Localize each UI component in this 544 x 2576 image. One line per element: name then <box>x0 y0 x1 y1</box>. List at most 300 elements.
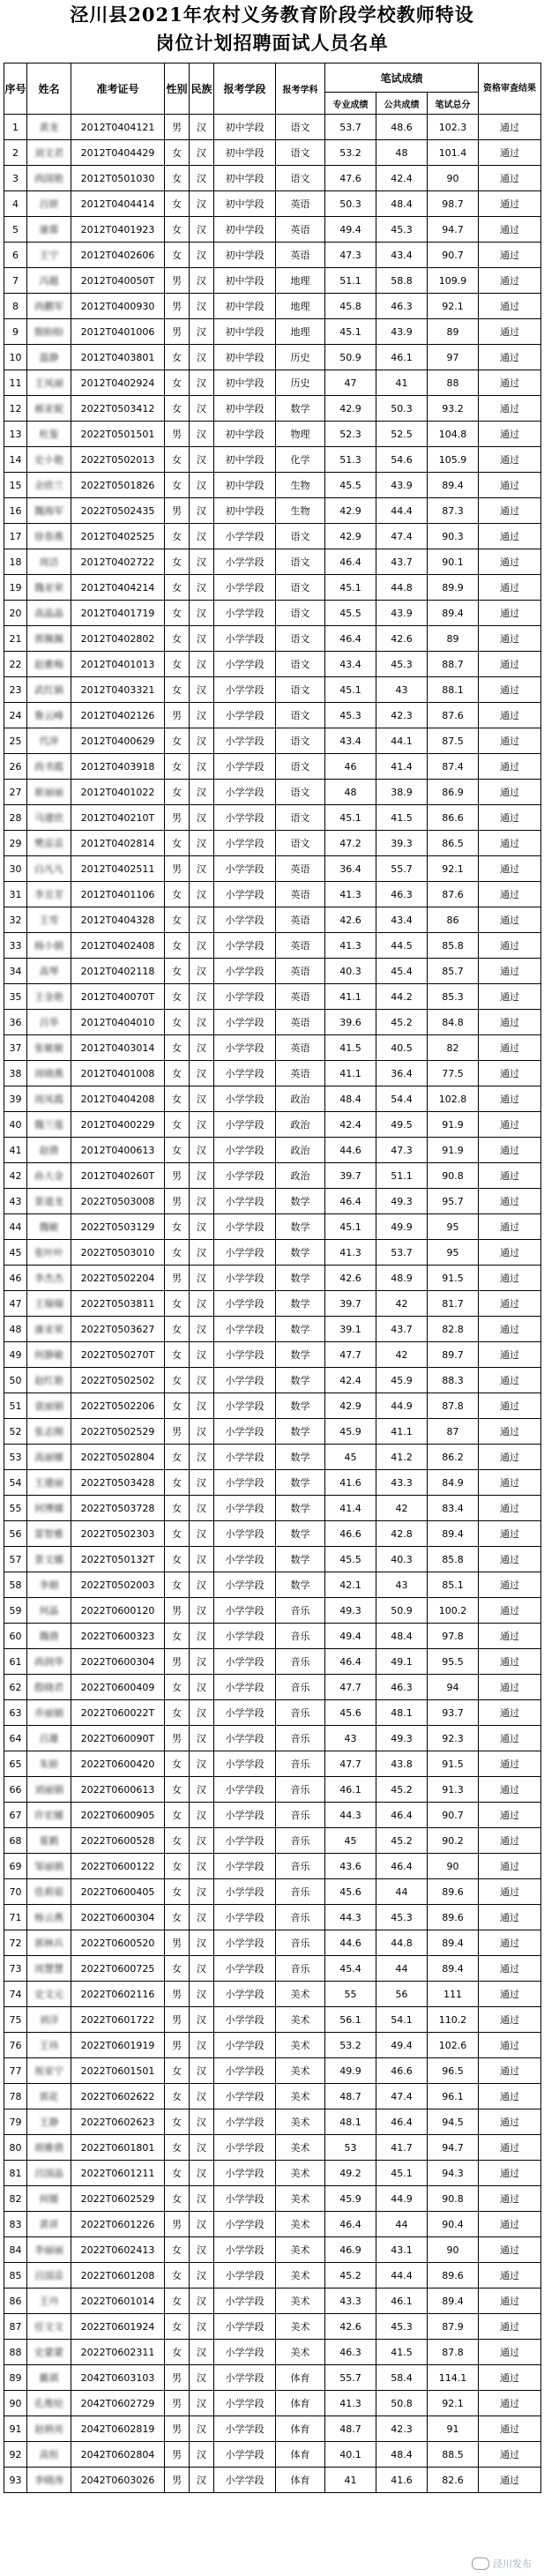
cell-subject: 生物 <box>276 473 325 498</box>
cell-public: 44.8 <box>376 1930 428 1956</box>
cell-no: 17 <box>4 524 27 549</box>
cell-gender: 女 <box>165 728 190 754</box>
cell-school: 小学学段 <box>214 2007 276 2033</box>
cell-total: 82 <box>428 1035 479 1061</box>
cell-subject: 物理 <box>276 422 325 447</box>
cell-ticket: 2022T0502206 <box>71 1393 165 1419</box>
cell-name: 李晓涛 <box>27 2468 71 2493</box>
cell-school: 小学学段 <box>214 1112 276 1138</box>
cell-review: 通过 <box>479 652 541 677</box>
cell-public: 44 <box>376 2212 428 2237</box>
cell-school: 小学学段 <box>214 1777 276 1803</box>
cell-school: 小学学段 <box>214 1445 276 1470</box>
cell-gender: 女 <box>165 1803 190 1828</box>
cell-no: 49 <box>4 1342 27 1368</box>
cell-ethnic: 汉 <box>190 2186 214 2212</box>
cell-ticket: 2022T0501501 <box>71 422 165 447</box>
cell-public: 41.1 <box>376 1419 428 1445</box>
cell-subject: 美术 <box>276 1982 325 2007</box>
cell-review: 通过 <box>479 2263 541 2289</box>
cell-prof: 49.4 <box>325 1624 376 1649</box>
cell-ticket: 2012T0404414 <box>71 191 165 217</box>
cell-ticket: 2012T0404121 <box>71 115 165 140</box>
cell-subject: 政治 <box>276 1086 325 1112</box>
cell-prof: 41.3 <box>325 933 376 959</box>
cell-school: 小学学段 <box>214 1675 276 1700</box>
cell-no: 2 <box>4 140 27 166</box>
cell-name: 祝亚宁 <box>27 2058 71 2084</box>
table-row <box>4 2263 541 2289</box>
cell-prof: 41.3 <box>325 2391 376 2416</box>
cell-subject: 语文 <box>276 805 325 831</box>
cell-subject: 体育 <box>276 2468 325 2493</box>
cell-school: 初中学段 <box>214 294 276 319</box>
table-row <box>4 370 541 396</box>
cell-name: 赵红艳 <box>27 1368 71 1393</box>
cell-gender: 女 <box>165 2314 190 2340</box>
cell-school: 小学学段 <box>214 1649 276 1675</box>
cell-name: 吕国晶 <box>27 2161 71 2186</box>
cell-subject: 历史 <box>276 370 325 396</box>
cell-name: 周洁 <box>27 549 71 575</box>
cell-gender: 男 <box>165 498 190 524</box>
cell-ticket: 2022T0602622 <box>71 2084 165 2109</box>
cell-subject: 音乐 <box>276 1675 325 1700</box>
cell-subject: 美术 <box>276 2033 325 2058</box>
cell-subject: 音乐 <box>276 1803 325 1828</box>
cell-school: 小学学段 <box>214 549 276 575</box>
cell-no: 48 <box>4 1317 27 1342</box>
table-row <box>4 575 541 601</box>
cell-ethnic: 汉 <box>190 396 214 422</box>
cell-prof: 45.4 <box>325 1956 376 1982</box>
cell-name: 王雪 <box>27 907 71 933</box>
cell-name: 王凤丽 <box>27 370 71 396</box>
cell-school: 初中学段 <box>214 268 276 294</box>
cell-no: 20 <box>4 601 27 626</box>
cell-no: 68 <box>4 1828 27 1854</box>
cell-ethnic: 汉 <box>190 1982 214 2007</box>
cell-gender: 女 <box>165 1956 190 1982</box>
table-row <box>4 166 541 191</box>
cell-gender: 男 <box>165 1930 190 1956</box>
cell-public: 49.1 <box>376 1649 428 1675</box>
cell-no: 43 <box>4 1189 27 1214</box>
cell-public: 45.2 <box>376 1777 428 1803</box>
cell-name: 尚书霞 <box>27 754 71 780</box>
table-row <box>4 1521 541 1547</box>
cell-school: 小学学段 <box>214 1368 276 1393</box>
cell-public: 42 <box>376 1342 428 1368</box>
table-row <box>4 345 541 370</box>
cell-ethnic: 汉 <box>190 1777 214 1803</box>
cell-name: 郭佩佩 <box>27 626 71 652</box>
cell-review: 通过 <box>479 2186 541 2212</box>
cell-name: 崔丽丽 <box>27 780 71 805</box>
cell-review: 通过 <box>479 2135 541 2161</box>
cell-prof: 51.1 <box>325 268 376 294</box>
cell-prof: 40.1 <box>325 2442 376 2468</box>
cell-total: 102.3 <box>428 115 479 140</box>
cell-ticket: 2012T0402126 <box>71 703 165 728</box>
cell-school: 小学学段 <box>214 1138 276 1163</box>
cell-total: 88.3 <box>428 1368 479 1393</box>
cell-public: 41.4 <box>376 754 428 780</box>
cell-ticket: 2042T0603103 <box>71 2365 165 2391</box>
cell-gender: 女 <box>165 191 190 217</box>
cell-school: 初中学段 <box>214 166 276 191</box>
cell-school: 小学学段 <box>214 1726 276 1751</box>
cell-total: 96.5 <box>428 2058 479 2084</box>
cell-gender: 女 <box>165 243 190 268</box>
cell-public: 46.1 <box>376 2289 428 2314</box>
cell-subject: 美术 <box>276 2314 325 2340</box>
cell-subject: 语文 <box>276 575 325 601</box>
cell-review: 通过 <box>479 345 541 370</box>
cell-total: 89.4 <box>428 601 479 626</box>
cell-school: 小学学段 <box>214 1956 276 1982</box>
cell-ticket: 2022T0502303 <box>71 1521 165 1547</box>
cell-prof: 46 <box>325 754 376 780</box>
cell-ticket: 2022T0502529 <box>71 1419 165 1445</box>
cell-gender: 女 <box>165 1035 190 1061</box>
cell-review: 通过 <box>479 2237 541 2263</box>
cell-prof: 39.1 <box>325 1317 376 1342</box>
cell-name: 邹丽娟 <box>27 1854 71 1879</box>
cell-ticket: 2042T0603026 <box>71 2468 165 2493</box>
cell-no: 12 <box>4 396 27 422</box>
table-row <box>4 396 541 422</box>
cell-review: 通过 <box>479 2161 541 2186</box>
cell-review: 通过 <box>479 1419 541 1445</box>
cell-ticket: 2022T0600528 <box>71 1828 165 1854</box>
cell-total: 96.1 <box>428 2084 479 2109</box>
cell-school: 小学学段 <box>214 2340 276 2365</box>
cell-ticket: 2022T0503008 <box>71 1189 165 1214</box>
cell-gender: 男 <box>165 703 190 728</box>
cell-review: 通过 <box>479 728 541 754</box>
cell-total: 95 <box>428 1214 479 1240</box>
cell-ticket: 2022T0601722 <box>71 2007 165 2033</box>
cell-ticket: 2022T0601014 <box>71 2289 165 2314</box>
cell-school: 小学学段 <box>214 2365 276 2391</box>
cell-name: 景文娜 <box>27 1547 71 1572</box>
cell-name: 刘文君 <box>27 140 71 166</box>
cell-prof: 42.9 <box>325 1393 376 1419</box>
cell-ethnic: 汉 <box>190 933 214 959</box>
table-row <box>4 1163 541 1189</box>
table-row <box>4 2391 541 2416</box>
cell-review: 通过 <box>479 1982 541 2007</box>
cell-ticket: 2022T0601924 <box>71 2314 165 2340</box>
table-row <box>4 1086 541 1112</box>
cell-school: 小学学段 <box>214 1214 276 1240</box>
cell-subject: 语文 <box>276 140 325 166</box>
cell-review: 通过 <box>479 1189 541 1214</box>
cell-ticket: 2012T0400629 <box>71 728 165 754</box>
cell-no: 55 <box>4 1496 27 1521</box>
table-row <box>4 933 541 959</box>
cell-prof: 44.3 <box>325 1905 376 1930</box>
cell-ticket: 2022T060090T <box>71 1726 165 1751</box>
table-row <box>4 2237 541 2263</box>
cell-public: 43.7 <box>376 1317 428 1342</box>
cell-name: 李娟 <box>27 1572 71 1598</box>
cell-ticket: 2022T0600122 <box>71 1854 165 1879</box>
cell-subject: 数学 <box>276 1445 325 1470</box>
cell-gender: 女 <box>165 1086 190 1112</box>
cell-total: 89.6 <box>428 1905 479 1930</box>
cell-total: 98.7 <box>428 191 479 217</box>
cell-no: 89 <box>4 2365 27 2391</box>
cell-ethnic: 汉 <box>190 1112 214 1138</box>
cell-public: 47.4 <box>376 2084 428 2109</box>
cell-name: 赵雅梅 <box>27 652 71 677</box>
table-row <box>4 1291 541 1317</box>
cell-name: 史小艳 <box>27 447 71 473</box>
cell-school: 小学学段 <box>214 1930 276 1956</box>
cell-gender: 女 <box>165 831 190 856</box>
cell-total: 77.5 <box>428 1061 479 1086</box>
cell-ethnic: 汉 <box>190 1675 214 1700</box>
cell-public: 48.4 <box>376 1624 428 1649</box>
cell-gender: 女 <box>165 652 190 677</box>
cell-gender: 男 <box>165 1598 190 1624</box>
cell-ticket: 2022T0600420 <box>71 1751 165 1777</box>
cell-prof: 45.1 <box>325 319 376 345</box>
header-gender: 性别 <box>165 63 190 115</box>
cell-public: 42 <box>376 1496 428 1521</box>
cell-review: 通过 <box>479 370 541 396</box>
table-row <box>4 2212 541 2237</box>
cell-ticket: 2022T0503728 <box>71 1496 165 1521</box>
cell-ticket: 2022T0502804 <box>71 1445 165 1470</box>
cell-gender: 男 <box>165 1266 190 1291</box>
cell-school: 小学学段 <box>214 1163 276 1189</box>
cell-prof: 47.2 <box>325 831 376 856</box>
cell-subject: 美术 <box>276 2237 325 2263</box>
cell-subject: 音乐 <box>276 1777 325 1803</box>
cell-public: 45.3 <box>376 2314 428 2340</box>
cell-prof: 47 <box>325 370 376 396</box>
cell-public: 40.5 <box>376 1035 428 1061</box>
cell-name: 杜鉴 <box>27 422 71 447</box>
cell-subject: 地理 <box>276 268 325 294</box>
cell-ticket: 2022T0502204 <box>71 1266 165 1291</box>
cell-school: 小学学段 <box>214 1700 276 1726</box>
cell-prof: 45.5 <box>325 1547 376 1572</box>
cell-name: 魏亚荣 <box>27 575 71 601</box>
cell-ethnic: 汉 <box>190 2161 214 2186</box>
cell-ethnic: 汉 <box>190 1240 214 1266</box>
cell-review: 通过 <box>479 2391 541 2416</box>
cell-prof: 42.9 <box>325 524 376 549</box>
cell-name: 张志刚 <box>27 1419 71 1445</box>
cell-subject: 音乐 <box>276 1930 325 1956</box>
cell-review: 通过 <box>479 396 541 422</box>
cell-review: 通过 <box>479 1163 541 1189</box>
cell-no: 35 <box>4 984 27 1010</box>
cell-subject: 英语 <box>276 243 325 268</box>
cell-total: 94.5 <box>428 2109 479 2135</box>
cell-ticket: 2012T0402924 <box>71 370 165 396</box>
cell-no: 3 <box>4 166 27 191</box>
cell-public: 44 <box>376 1956 428 1982</box>
cell-subject: 语文 <box>276 601 325 626</box>
cell-name: 袁丽娟 <box>27 1393 71 1419</box>
cell-prof: 42.9 <box>325 396 376 422</box>
cell-review: 通过 <box>479 1726 541 1751</box>
cell-prof: 46.4 <box>325 1649 376 1675</box>
cell-name: 魏兰莲 <box>27 1112 71 1138</box>
cell-prof: 46.4 <box>325 626 376 652</box>
cell-prof: 45 <box>325 1828 376 1854</box>
cell-public: 40.3 <box>376 1547 428 1572</box>
cell-public: 45.2 <box>376 1828 428 1854</box>
table-row <box>4 1317 541 1342</box>
cell-review: 通过 <box>479 1854 541 1879</box>
cell-total: 85.7 <box>428 959 479 984</box>
cell-gender: 女 <box>165 626 190 652</box>
cell-name: 鲁云峰 <box>27 703 71 728</box>
table-row <box>4 1828 541 1854</box>
cell-total: 88 <box>428 370 479 396</box>
cell-prof: 47.7 <box>325 1675 376 1700</box>
cell-ethnic: 汉 <box>190 2314 214 2340</box>
cell-ethnic: 汉 <box>190 1649 214 1675</box>
cell-subject: 体育 <box>276 2365 325 2391</box>
cell-total: 89.4 <box>428 1956 479 1982</box>
cell-name: 何博娜 <box>27 1496 71 1521</box>
cell-prof: 46.3 <box>325 2340 376 2365</box>
cell-total: 87.4 <box>428 754 479 780</box>
cell-ticket: 2012T0401022 <box>71 780 165 805</box>
cell-public: 44.9 <box>376 2186 428 2212</box>
cell-no: 22 <box>4 652 27 677</box>
cell-total: 109.9 <box>428 268 479 294</box>
cell-public: 43 <box>376 677 428 703</box>
cell-name: 郝亚妮 <box>27 396 71 422</box>
cell-name: 马建欣 <box>27 805 71 831</box>
cell-public: 44.4 <box>376 2263 428 2289</box>
cell-subject: 美术 <box>276 2135 325 2161</box>
cell-gender: 男 <box>165 1189 190 1214</box>
table-row <box>4 1930 541 1956</box>
cell-subject: 音乐 <box>276 1700 325 1726</box>
cell-review: 通过 <box>479 243 541 268</box>
cell-prof: 43.4 <box>325 728 376 754</box>
cell-school: 小学学段 <box>214 677 276 703</box>
cell-no: 16 <box>4 498 27 524</box>
cell-subject: 英语 <box>276 882 325 907</box>
cell-subject: 语文 <box>276 677 325 703</box>
cell-total: 93.7 <box>428 1700 479 1726</box>
cell-ticket: 2022T0502435 <box>71 498 165 524</box>
cell-review: 通过 <box>479 907 541 933</box>
cell-total: 102.8 <box>428 1086 479 1112</box>
cell-name: 李丑芳 <box>27 882 71 907</box>
cell-public: 44.9 <box>376 1393 428 1419</box>
cell-gender: 女 <box>165 1368 190 1393</box>
cell-ethnic: 汉 <box>190 1930 214 1956</box>
cell-prof: 43.4 <box>325 652 376 677</box>
cell-public: 42.3 <box>376 703 428 728</box>
table-row <box>4 2084 541 2109</box>
header-ticket: 准考证号 <box>71 63 165 115</box>
cell-public: 55.7 <box>376 856 428 882</box>
cell-name: 何晶 <box>27 1598 71 1624</box>
cell-ethnic: 汉 <box>190 1214 214 1240</box>
cell-review: 通过 <box>479 805 541 831</box>
cell-review: 通过 <box>479 1624 541 1649</box>
cell-subject: 英语 <box>276 933 325 959</box>
cell-ethnic: 汉 <box>190 831 214 856</box>
cell-school: 小学学段 <box>214 1010 276 1035</box>
table-row <box>4 1803 541 1828</box>
cell-name: 白凡凡 <box>27 856 71 882</box>
cell-total: 93.2 <box>428 396 479 422</box>
cell-review: 通过 <box>479 2212 541 2237</box>
cell-total: 87.3 <box>428 498 479 524</box>
cell-public: 45.1 <box>376 2161 428 2186</box>
cell-name: 戴祺 <box>27 2365 71 2391</box>
cell-school: 小学学段 <box>214 1598 276 1624</box>
cell-no: 6 <box>4 243 27 268</box>
table-row <box>4 191 541 217</box>
cell-prof: 41 <box>325 2468 376 2493</box>
cell-no: 92 <box>4 2442 27 2468</box>
cell-school: 小学学段 <box>214 1342 276 1368</box>
cell-gender: 男 <box>165 2212 190 2237</box>
cell-review: 通过 <box>479 2314 541 2340</box>
cell-gender: 女 <box>165 780 190 805</box>
cell-no: 60 <box>4 1624 27 1649</box>
cell-subject: 英语 <box>276 907 325 933</box>
table-row <box>4 140 541 166</box>
cell-ticket: 2012T0403321 <box>71 677 165 703</box>
cell-subject: 美术 <box>276 2058 325 2084</box>
cell-no: 58 <box>4 1572 27 1598</box>
cell-total: 91.5 <box>428 1751 479 1777</box>
cell-total: 94.7 <box>428 217 479 243</box>
cell-ticket: 2022T0600323 <box>71 1624 165 1649</box>
cell-school: 初中学段 <box>214 191 276 217</box>
cell-subject: 语文 <box>276 524 325 549</box>
cell-ticket: 2012T0404429 <box>71 140 165 166</box>
cell-prof: 55 <box>325 1982 376 2007</box>
cell-review: 通过 <box>479 1470 541 1496</box>
cell-prof: 41.3 <box>325 1240 376 1266</box>
cell-prof: 53.2 <box>325 2033 376 2058</box>
cell-school: 初中学段 <box>214 422 276 447</box>
cell-total: 86.5 <box>428 831 479 856</box>
cell-ethnic: 汉 <box>190 652 214 677</box>
table-row <box>4 1726 541 1751</box>
cell-subject: 数学 <box>276 1547 325 1572</box>
cell-subject: 语文 <box>276 115 325 140</box>
cell-review: 通过 <box>479 549 541 575</box>
cell-name: 王金艳 <box>27 984 71 1010</box>
cell-prof: 49.3 <box>325 1598 376 1624</box>
cell-prof: 42.6 <box>325 2314 376 2340</box>
cell-gender: 男 <box>165 2442 190 2468</box>
cell-prof: 41.4 <box>325 1496 376 1521</box>
cell-subject: 数学 <box>276 1496 325 1521</box>
cell-no: 83 <box>4 2212 27 2237</box>
cell-no: 93 <box>4 2468 27 2493</box>
cell-total: 87.6 <box>428 882 479 907</box>
cell-name: 任文文 <box>27 2314 71 2340</box>
